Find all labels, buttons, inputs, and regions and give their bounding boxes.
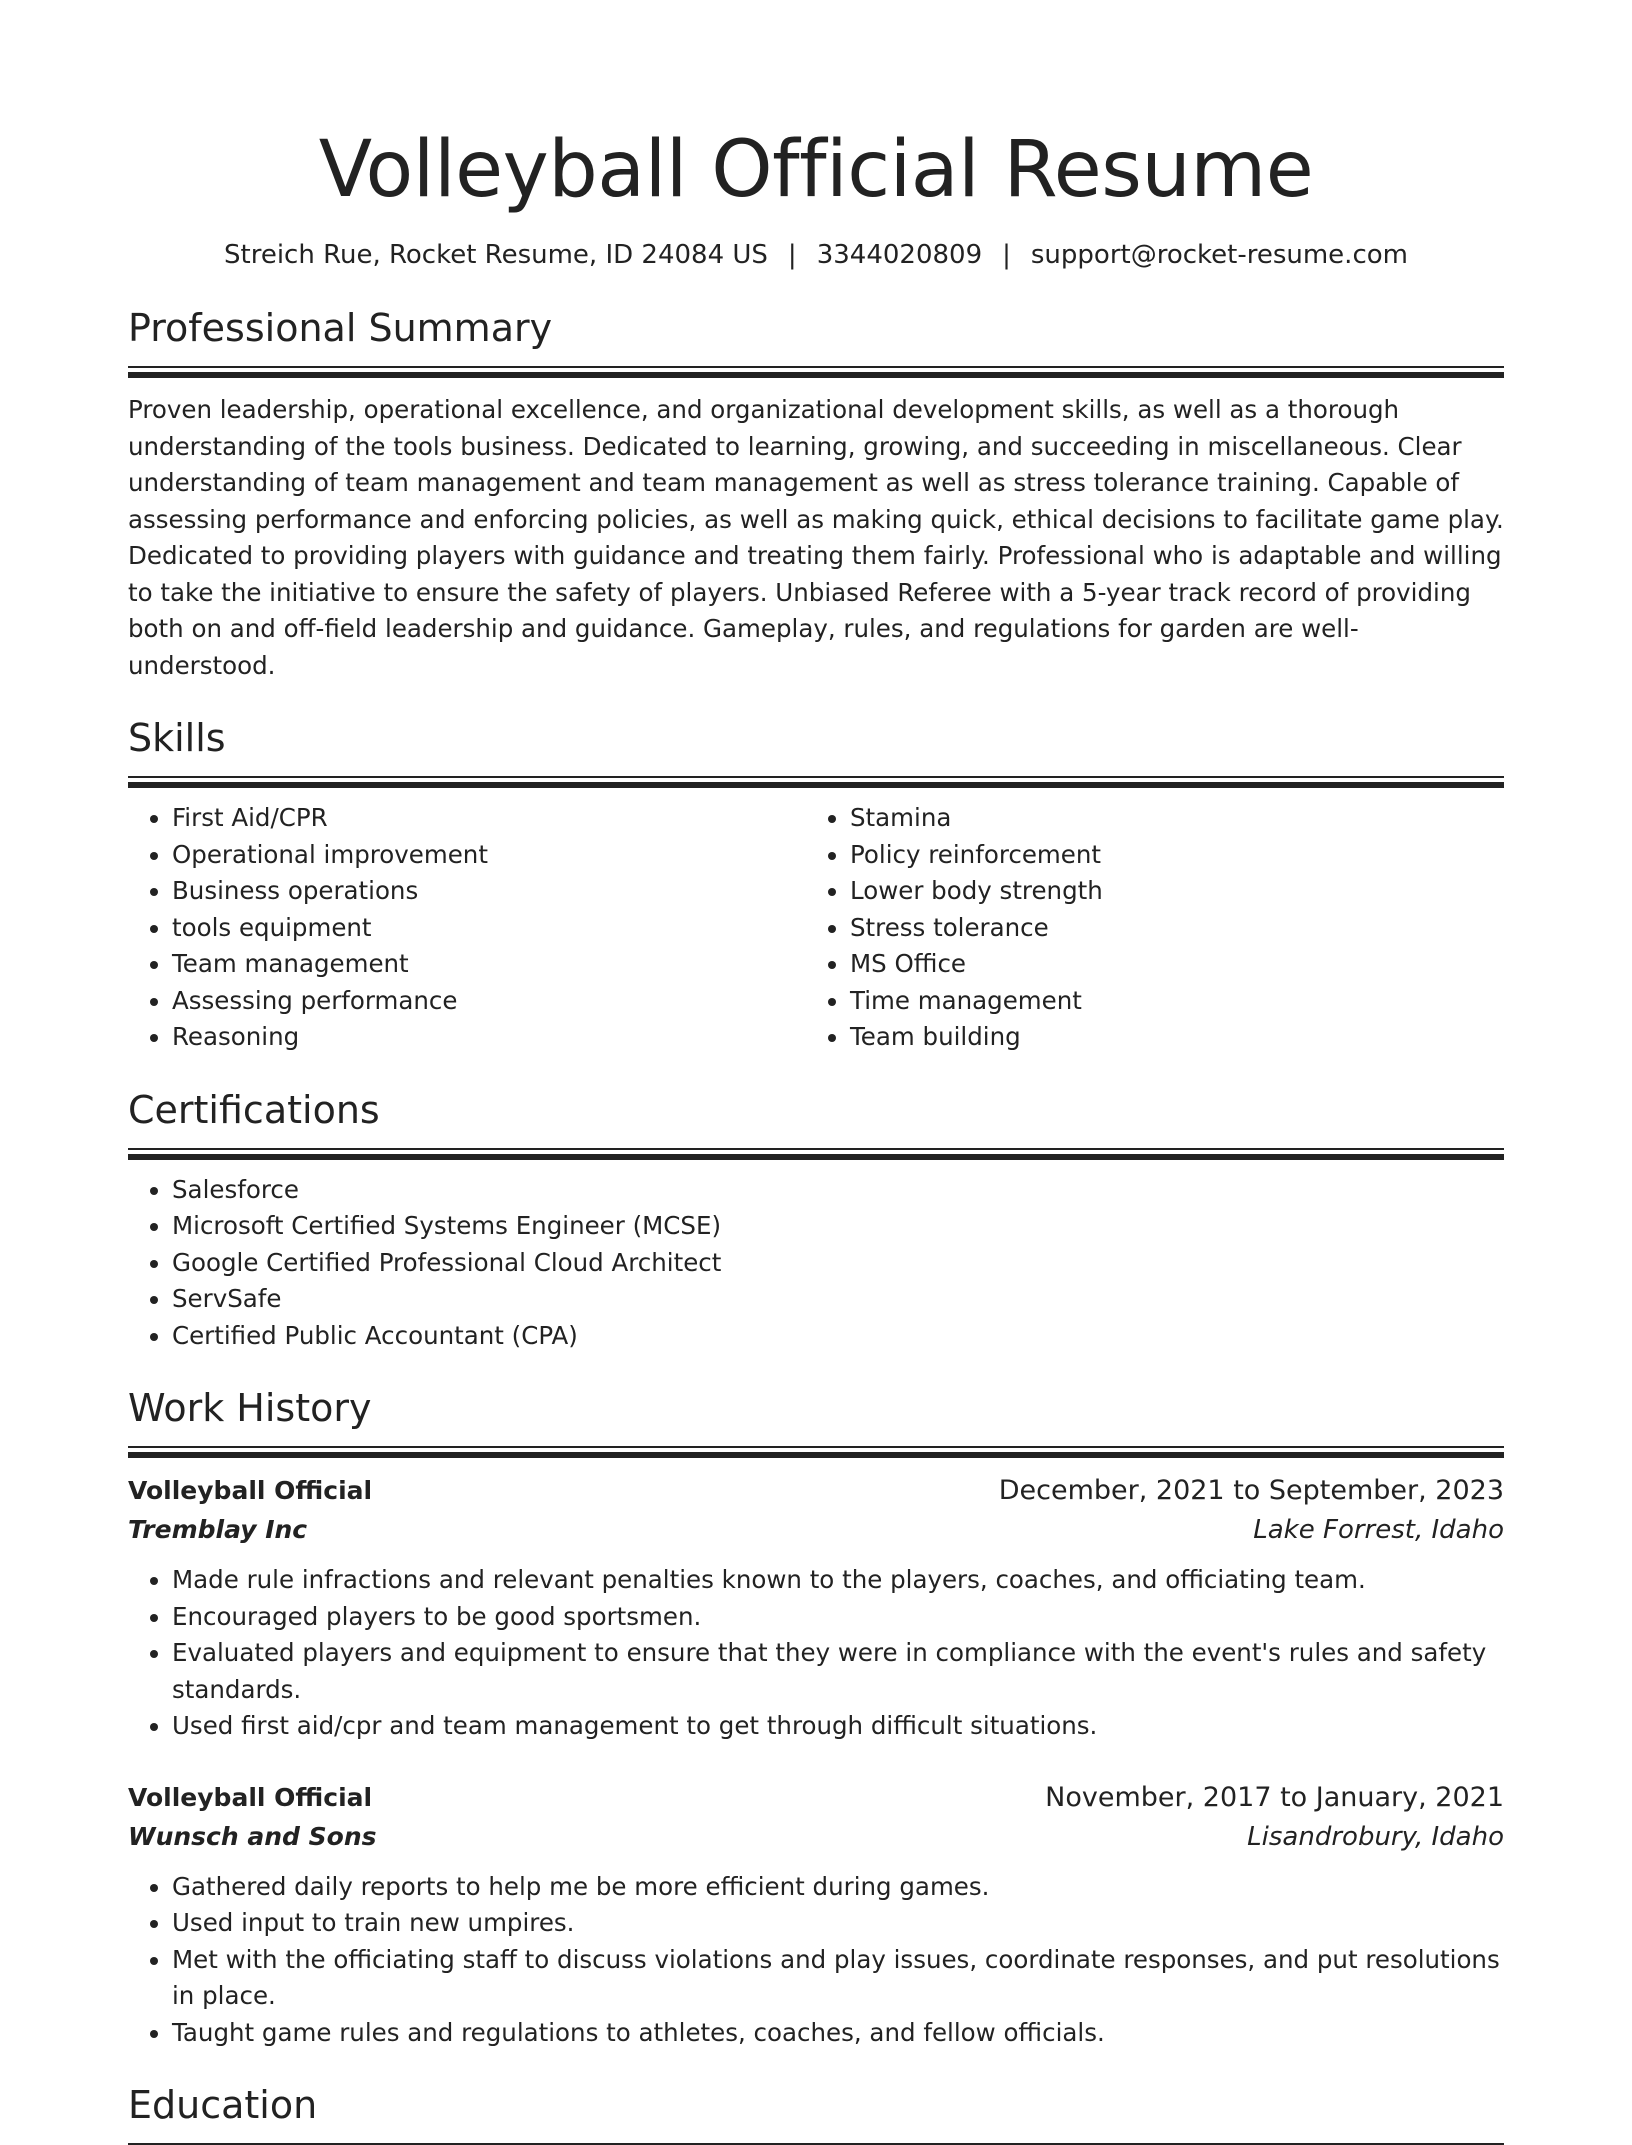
- certifications-heading: Certifications: [128, 1087, 380, 1132]
- skill-item: • Assessing performance: [172, 983, 806, 1020]
- contact-line: [128, 238, 1504, 272]
- section-divider-thick: [128, 782, 1504, 788]
- education-section: [128, 2081, 1504, 2145]
- summary-text: Proven leadership, operational excellence, and organizational development skills, as well as a thorough understanding of the tools business. Dedicated to learning, growing, and succeeding in miscellaneous. Clear understanding of team management and team management as well as stress tolerance training. Capable of assessing performance and enforcing policies, as well as making quick, ethical decisions to facilitate game play. Dedicated to providing players with guidance and treating them fairly. Professional who is adaptable and willing to take the initiative to ensure the safety of players. Unbiased Referee with a 5-year track record of providing both on and off-field leadership and guidance. Gameplay, rules, and regulations for garden are well-understood.: [128, 395, 1504, 680]
- summary-heading: Professional Summary: [128, 306, 553, 350]
- job-title: Volleyball Official: [128, 1476, 373, 1505]
- section-divider-thick: [128, 1452, 1504, 1458]
- section-divider: [128, 366, 1504, 368]
- skills-column-right: [806, 800, 1484, 1056]
- skill-item: • Stress tolerance: [850, 910, 1484, 947]
- work-history-heading: Work History: [128, 1386, 372, 1430]
- skills-columns: [128, 800, 1504, 1056]
- skill-item: • Policy reinforcement: [850, 837, 1484, 874]
- skill-item: • Lower body strength: [850, 873, 1484, 910]
- certification-item: • Salesforce: [172, 1172, 1504, 1209]
- work-history-section: [128, 1384, 1504, 2051]
- skill-item: • Team management: [172, 946, 806, 983]
- job-bullets: [128, 1869, 1504, 2052]
- contact-email: support@rocket-resume.com: [1030, 240, 1408, 270]
- skill-item: • Operational improvement: [172, 837, 806, 874]
- certifications-list: [128, 1172, 1504, 1355]
- contact-address: Streich Rue, Rocket Resume, ID 24084 US: [224, 240, 768, 270]
- education-heading: Education: [128, 2083, 318, 2127]
- section-divider: [128, 1148, 1504, 1150]
- job-bullet: • Made rule infractions and relevant penalties known to the players, coaches, and officiating team.: [172, 1562, 1504, 1599]
- section-divider: [128, 776, 1504, 778]
- job-dates: December, 2021 to September, 2023: [998, 1475, 1504, 1506]
- skill-item: • Time management: [850, 983, 1484, 1020]
- contact-separator: |: [787, 240, 797, 270]
- skill-item: • Reasoning: [172, 1019, 806, 1056]
- skills-column-left: [128, 800, 806, 1056]
- job-bullet: • Gathered daily reports to help me be more efficient during games.: [172, 1869, 1504, 1906]
- skill-item: • Stamina: [850, 800, 1484, 837]
- job-subheader: [128, 1510, 1504, 1550]
- job-bullet: • Met with the officiating staff to discuss violations and play issues, coordinate responses, and put resolutions in place.: [172, 1942, 1504, 2015]
- section-divider: [128, 1446, 1504, 1448]
- skills-list-right: [806, 800, 1484, 1056]
- job-entry: [128, 1779, 1504, 2052]
- job-bullet: • Used first aid/cpr and team management to get through difficult situations.: [172, 1708, 1504, 1745]
- resume-page: [128, 0, 1504, 2145]
- job-company: Tremblay Inc: [128, 1515, 308, 1544]
- job-bullets: [128, 1562, 1504, 1745]
- certification-item: • Google Certified Professional Cloud Architect: [172, 1245, 1504, 1282]
- skill-item: • First Aid/CPR: [172, 800, 806, 837]
- job-bullet: • Taught game rules and regulations to athletes, coaches, and fellow officials.: [172, 2015, 1504, 2052]
- job-header: [128, 1779, 1504, 1817]
- job-bullet: • Encouraged players to be good sportsmen.: [172, 1599, 1504, 1636]
- skill-item: • Business operations: [172, 873, 806, 910]
- certification-item: • Certified Public Accountant (CPA): [172, 1318, 1504, 1355]
- contact-phone: 3344020809: [816, 240, 983, 270]
- job-entry: [128, 1472, 1504, 1745]
- job-company: Wunsch and Sons: [128, 1821, 377, 1851]
- job-bullet: • Evaluated players and equipment to ensure that they were in compliance with the event's rules and safety standards.: [172, 1635, 1504, 1708]
- certification-item: • Microsoft Certified Systems Engineer (MCSE): [172, 1208, 1504, 1245]
- skills-heading: Skills: [128, 716, 226, 760]
- skills-list-left: [128, 800, 806, 1056]
- job-header: [128, 1472, 1504, 1510]
- skills-section: [128, 714, 1504, 1056]
- job-dates: November, 2017 to January, 2021: [1045, 1781, 1504, 1813]
- certifications-section: [128, 1086, 1504, 1355]
- resume-title: Volleyball Official Resume: [318, 125, 1314, 215]
- section-divider-thick: [128, 372, 1504, 378]
- job-bullet: • Used input to train new umpires.: [172, 1905, 1504, 1942]
- job-location: Lake Forrest, Idaho: [1253, 1515, 1504, 1545]
- skill-item: • MS Office: [850, 946, 1484, 983]
- skill-item: • Team building: [850, 1019, 1484, 1056]
- section-divider-thick: [128, 1154, 1504, 1160]
- contact-separator: |: [1002, 240, 1011, 270]
- job-location: Lisandrobury, Idaho: [1247, 1821, 1504, 1852]
- certification-item: • ServSafe: [172, 1281, 1504, 1318]
- job-title: Volleyball Official: [128, 1782, 373, 1812]
- skill-item: • tools equipment: [172, 910, 806, 947]
- job-subheader: [128, 1817, 1504, 1857]
- summary-section: [128, 304, 1504, 684]
